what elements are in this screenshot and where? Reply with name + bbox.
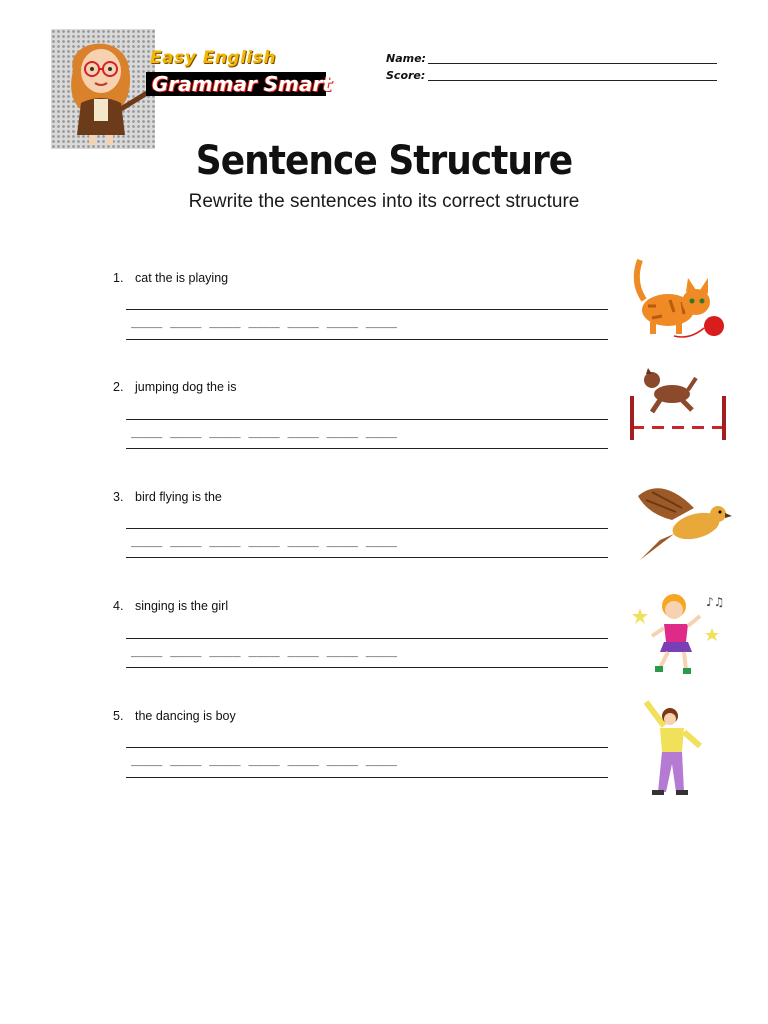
name-label: Name: bbox=[386, 52, 426, 65]
question-number: 1. bbox=[113, 271, 124, 285]
question-number: 2. bbox=[113, 380, 124, 394]
answer-dashes: ____ ____ ____ ____ ____ ____ ____ bbox=[131, 424, 398, 439]
dog-jumping-hurdle-icon bbox=[630, 368, 730, 464]
question-number: 4. bbox=[113, 599, 124, 613]
answer-line-top[interactable] bbox=[126, 419, 608, 420]
question-5 bbox=[113, 709, 236, 723]
cat-playing-with-yarn-icon bbox=[630, 252, 730, 348]
answer-line-top[interactable] bbox=[126, 638, 608, 639]
question-4 bbox=[113, 599, 228, 613]
question-3 bbox=[113, 490, 222, 504]
boy-dancing-icon bbox=[636, 700, 736, 796]
teacher-icon bbox=[51, 29, 155, 149]
bird-flying-icon bbox=[632, 476, 732, 572]
question-text: the dancing is boy bbox=[135, 709, 236, 723]
question-text: bird flying is the bbox=[135, 490, 222, 504]
question-2 bbox=[113, 380, 236, 394]
answer-dashes: ____ ____ ____ ____ ____ ____ ____ bbox=[131, 533, 398, 548]
question-text: jumping dog the is bbox=[135, 380, 237, 394]
answer-dashes: ____ ____ ____ ____ ____ ____ ____ bbox=[131, 752, 398, 767]
score-field[interactable] bbox=[428, 80, 717, 81]
question-number: 3. bbox=[113, 490, 124, 504]
question-text: singing is the girl bbox=[135, 599, 229, 613]
score-label: Score: bbox=[386, 69, 426, 82]
question-text: cat the is playing bbox=[135, 271, 229, 285]
name-field[interactable] bbox=[428, 63, 717, 64]
answer-dashes: ____ ____ ____ ____ ____ ____ ____ bbox=[131, 643, 398, 658]
answer-line-bottom[interactable] bbox=[126, 448, 608, 449]
page-title: Sentence Structure bbox=[195, 138, 573, 184]
question-number: 5. bbox=[113, 709, 124, 723]
answer-line-bottom[interactable] bbox=[126, 339, 608, 340]
answer-line-bottom[interactable] bbox=[126, 777, 608, 778]
girl-singing-icon bbox=[630, 590, 730, 686]
answer-line-top[interactable] bbox=[126, 747, 608, 748]
teacher-logo-image bbox=[51, 29, 155, 149]
answer-line-top[interactable] bbox=[126, 309, 608, 310]
logo-text-grammar-smart: Grammar Smart bbox=[152, 72, 332, 96]
instruction-text: Rewrite the sentences into its correct structure bbox=[188, 191, 580, 212]
svg-text:♪♫: ♪♫ bbox=[706, 595, 725, 609]
question-1 bbox=[113, 271, 228, 285]
answer-line-bottom[interactable] bbox=[126, 667, 608, 668]
answer-line-bottom[interactable] bbox=[126, 557, 608, 558]
answer-dashes: ____ ____ ____ ____ ____ ____ ____ bbox=[131, 314, 398, 329]
answer-line-top[interactable] bbox=[126, 528, 608, 529]
logo-text-easy-english: Easy English bbox=[150, 48, 276, 68]
